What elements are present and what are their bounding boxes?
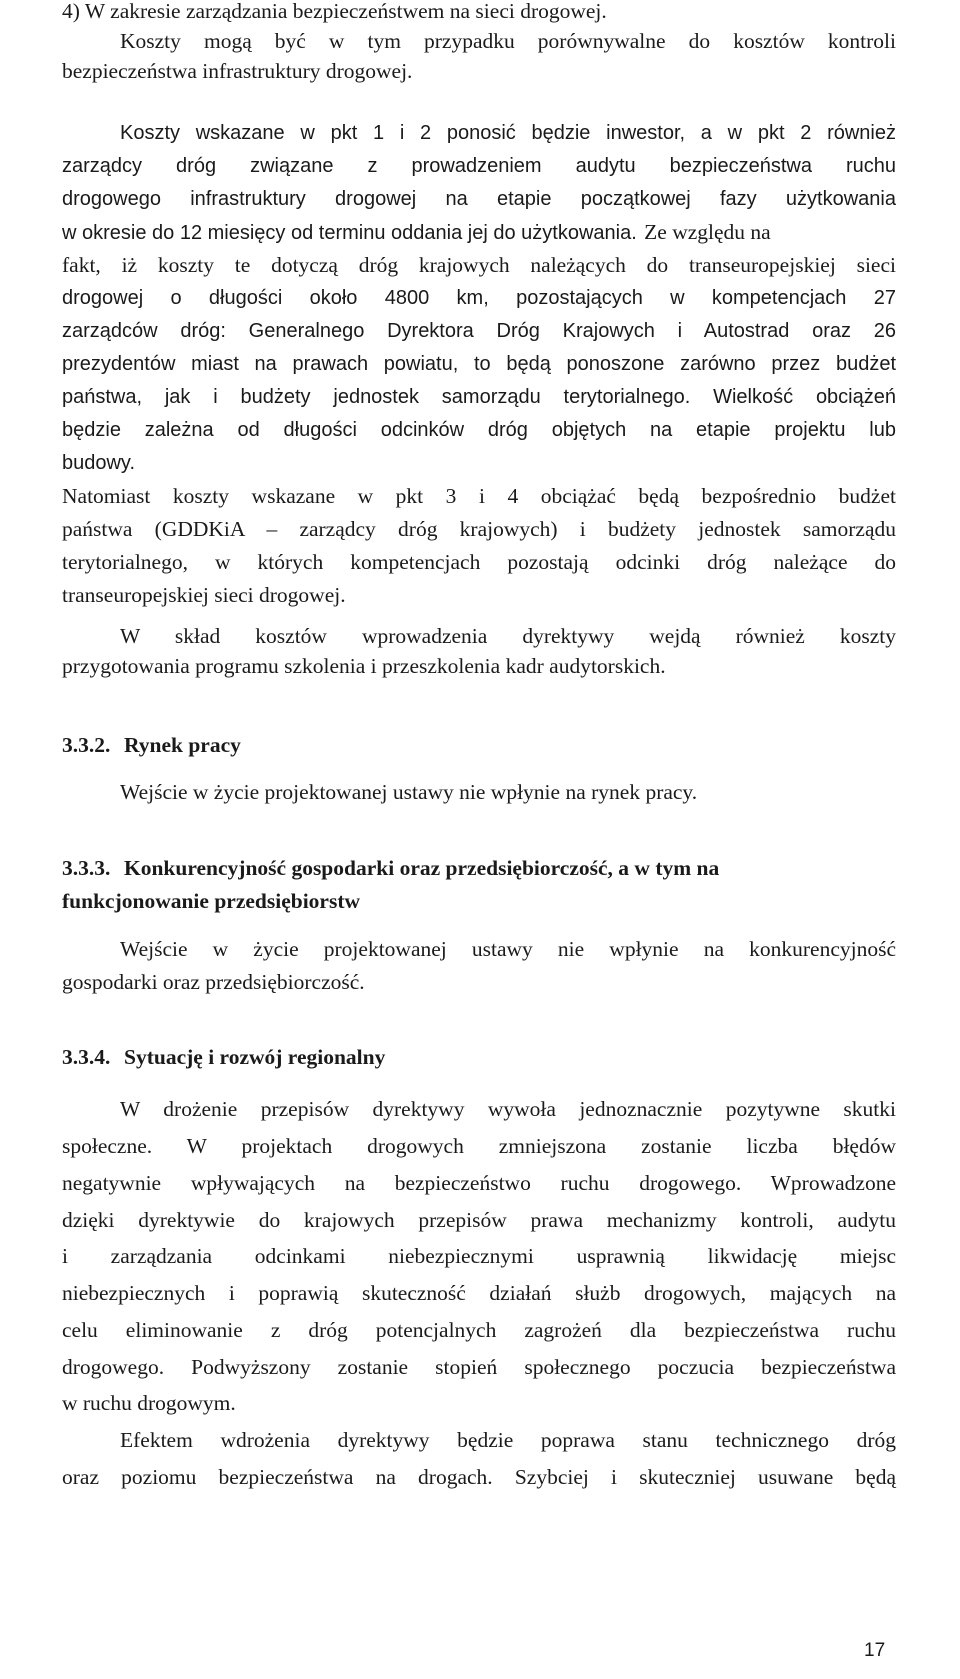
section-title: Sytuację i rozwój regionalny	[124, 1045, 386, 1069]
section-text: społeczne. W projektach drogowych zmniejszona zostanie liczba błędów	[62, 1134, 896, 1158]
section-text: dzięki dyrektywie do krajowych przepisów prawa mechanizmy kontroli, audytu	[62, 1208, 896, 1232]
section-title-continuation: funkcjonowanie przedsiębiorstw	[62, 889, 361, 913]
paragraph-line: zarządcy dróg związane z prowadzeniem audytu bezpieczeństwa ruchu	[62, 155, 896, 177]
section-heading	[62, 853, 719, 883]
paragraph-line: państwa (GDDKiA – zarządcy dróg krajowych) i budżety jednostek samorządu	[62, 517, 896, 541]
section-text: Wejście w życie projektowanej ustawy nie wpłynie na konkurencyjność	[120, 937, 896, 961]
paragraph-line: drogowego infrastruktury drogowej na etapie początkowej fazy użytkowania	[62, 188, 896, 210]
paragraph-line: będzie zależna od długości odcinków dróg objętych na etapie projektu lub	[62, 419, 896, 441]
paragraph-line: państwa, jak i budżety jednostek samorządu terytorialnego. Wielkość obciążeń	[62, 386, 896, 408]
section-text: Efektem wdrożenia dyrektywy będzie poprawa stanu technicznego dróg	[120, 1428, 896, 1452]
paragraph-fragment: Ze względu na	[644, 220, 771, 244]
section-number: 3.3.3.	[62, 856, 111, 880]
paragraph-line: zarządców dróg: Generalnego Dyrektora Dróg Krajowych i Autostrad oraz 26	[62, 320, 896, 342]
section-heading	[62, 730, 241, 760]
paragraph-line: prezydentów miast na prawach powiatu, to będą ponoszone zarówno przez budżet	[62, 353, 896, 375]
intro-line: bezpieczeństwa infrastruktury drogowej.	[62, 59, 413, 83]
paragraph-line: budowy.	[62, 452, 136, 474]
paragraph-line: transeuropejskiej sieci drogowej.	[62, 583, 346, 607]
section-text: negatywnie wpływających na bezpieczeństwo ruchu drogowego. Wprowadzone	[62, 1171, 896, 1195]
paragraph-line: drogowej o długości około 4800 km, pozostających w kompetencjach 27	[62, 287, 896, 309]
paragraph-line: W skład kosztów wprowadzenia dyrektywy wejdą również koszty	[120, 624, 896, 648]
section-text: drogowego. Podwyższony zostanie stopień społecznego poczucia bezpieczeństwa	[62, 1355, 896, 1379]
section-text: oraz poziomu bezpieczeństwa na drogach. Szybciej i skuteczniej usuwane będą	[62, 1465, 896, 1489]
section-text: W drożenie przepisów dyrektywy wywoła jednoznacznie pozytywne skutki	[120, 1097, 896, 1121]
section-text: w ruchu drogowym.	[62, 1391, 236, 1415]
section-heading	[62, 1042, 385, 1072]
section-title: Konkurencyjność gospodarki oraz przedsiębiorczość, a w tym na	[124, 856, 720, 880]
section-text: Wejście w życie projektowanej ustawy nie wpłynie na rynek pracy.	[120, 780, 698, 804]
section-text: niebezpiecznych i poprawią skuteczność działań służb drogowych, mających na	[62, 1281, 896, 1305]
paragraph-line: terytorialnego, w których kompetencjach pozostają odcinki dróg należące do	[62, 550, 896, 574]
paragraph-line	[62, 217, 896, 248]
page-number: 17	[864, 1640, 886, 1661]
paragraph-line: Natomiast koszty wskazane w pkt 3 i 4 obciążać będą bezpośrednio budżet	[62, 484, 896, 508]
paragraph-fragment: w okresie do 12 miesięcy od terminu oddania jej do użytkowania.	[62, 222, 637, 244]
paragraph-line: przygotowania programu szkolenia i przeszkolenia kadr audytorskich.	[62, 654, 666, 678]
section-title: Rynek pracy	[124, 733, 241, 757]
intro-line: Koszty mogą być w tym przypadku porównywalne do kosztów kontroli	[120, 29, 896, 53]
section-text: gospodarki oraz przedsiębiorczość.	[62, 970, 365, 994]
section-number: 3.3.2.	[62, 733, 111, 757]
section-text: i zarządzania odcinkami niebezpiecznymi usprawnią likwidację miejsc	[62, 1244, 896, 1268]
section-text: celu eliminowanie z dróg potencjalnych zagrożeń dla bezpieczeństwa ruchu	[62, 1318, 896, 1342]
paragraph-line: fakt, iż koszty te dotyczą dróg krajowych należących do transeuropejskiej sieci	[62, 253, 896, 277]
section-number: 3.3.4.	[62, 1045, 111, 1069]
list-item-4: 4) W zakresie zarządzania bezpieczeństwem na sieci drogowej.	[62, 0, 607, 23]
paragraph-line: Koszty wskazane w pkt 1 i 2 ponosić będzie inwestor, a w pkt 2 również	[120, 122, 896, 144]
